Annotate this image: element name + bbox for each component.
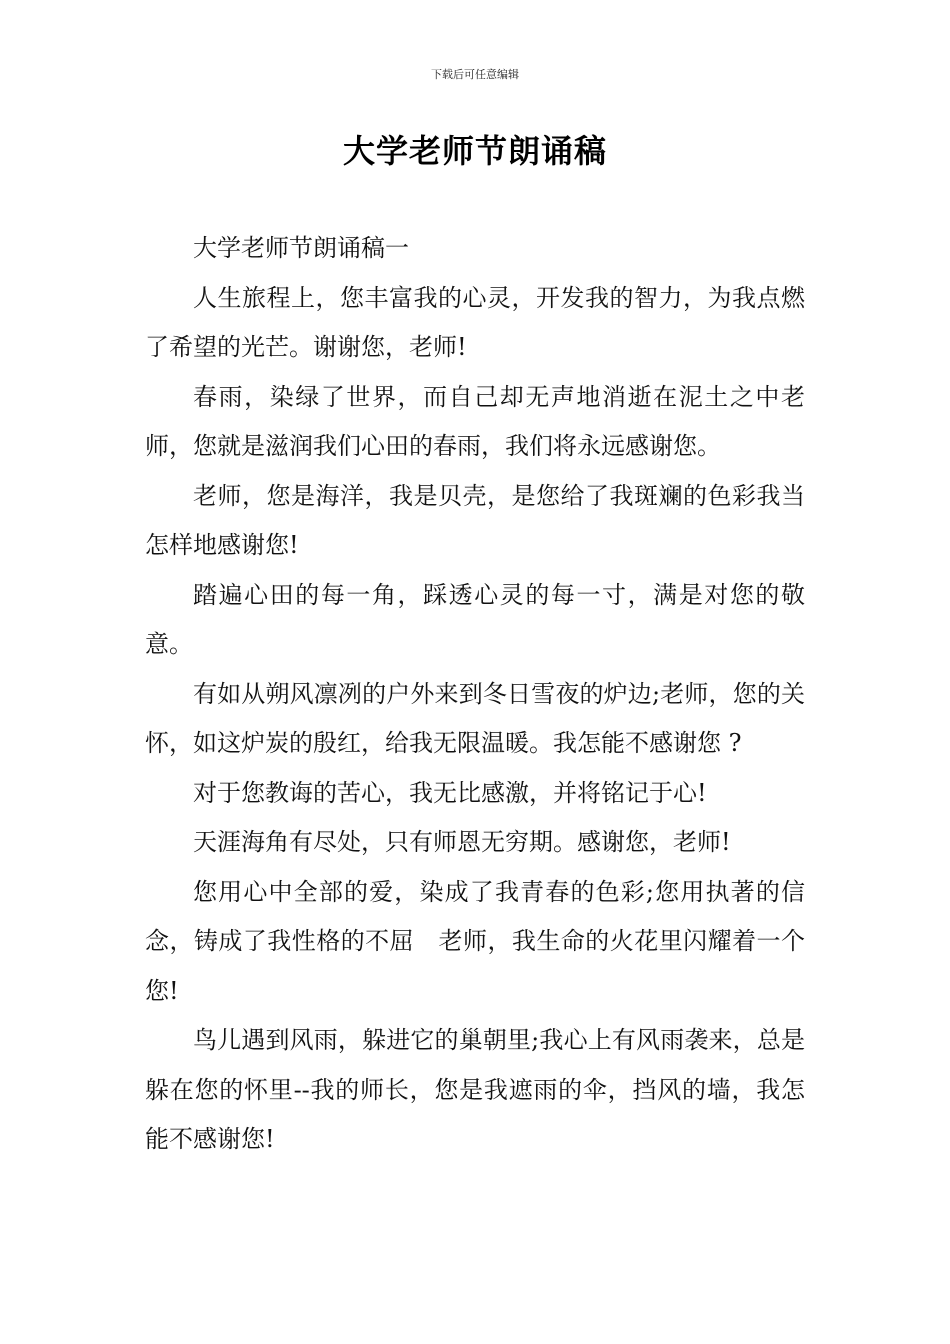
paragraph: 对于您教诲的苦心，我无比感激，并将铭记于心! [193, 778, 707, 807]
paragraph: 老师，您是海洋，我是贝壳，是您给了我斑斓的色彩我当怎样地感谢您! [145, 481, 805, 559]
paragraph: 人生旅程上，您丰富我的心灵，开发我的智力，为我点燃了希望的光芒。谢谢您，老师! [145, 283, 805, 361]
paragraph: 天涯海角有尽处，只有师恩无穷期。感谢您，老师! [193, 828, 731, 856]
paragraph: 有如从朔风凛冽的户外来到冬日雪夜的炉边;老师，您的关怀，如这炉炭的殷红，给我无限温暖。我怎能不感谢您 ? [145, 679, 805, 757]
document-body [145, 224, 805, 1165]
paragraph: 春雨，染绿了世界，而自己却无声地消逝在泥土之中老师，您就是滋润我们心田的春雨，我们将永远感谢您。 [145, 382, 805, 460]
paragraph: 踏遍心田的每一角，踩透心灵的每一寸，满是对您的敬意。 [145, 580, 805, 658]
paragraph: 鸟儿遇到风雨，躲进它的巢朝里;我心上有风雨袭来，总是躲在您的怀里--我的师长，您是我遮雨的伞，挡风的墙，我怎能不感谢您! [145, 1026, 805, 1153]
document-title: 大学老师节朗诵稿 [342, 132, 607, 170]
paragraph: 您用心中全部的爱，染成了我青春的色彩;您用执著的信念，铸成了我性格的不屈 老师，我生命的火花里闪耀着一个您! [145, 877, 805, 1005]
header-note: 下载后可任意编辑 [431, 68, 519, 81]
paragraph-subtitle: 大学老师节朗诵稿一 [193, 234, 409, 262]
